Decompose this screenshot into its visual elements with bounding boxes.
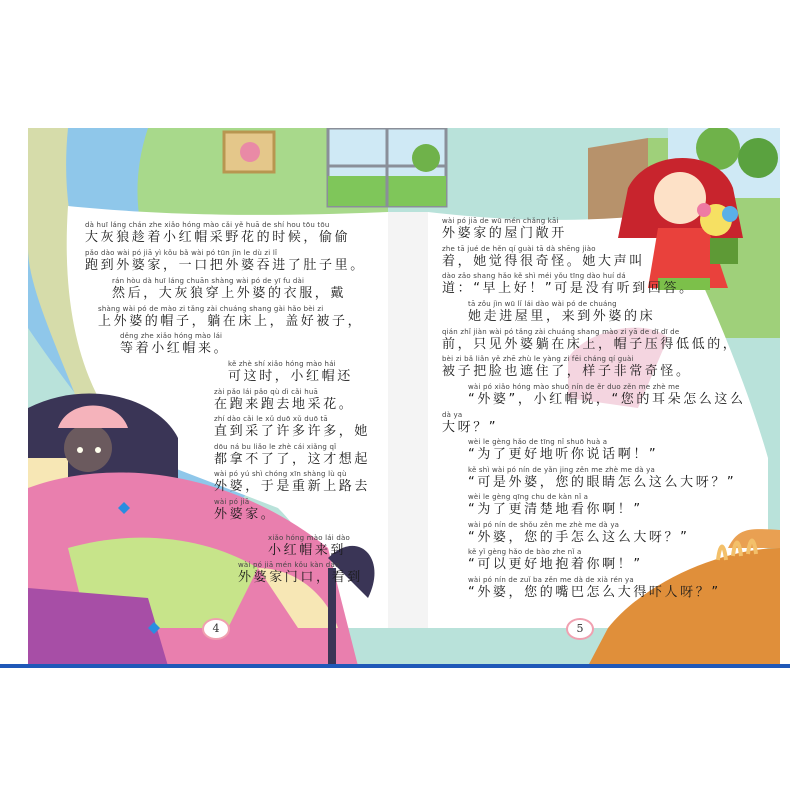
right-line-12: wài pó nín de shǒu zěn me zhè me dà ya “外婆，您的手怎么这么大呀？” bbox=[468, 521, 690, 545]
left-line-1: dà huī láng chán zhe xiǎo hóng mào cǎi yě huā de shí hou tōu tōu 大灰狼趁着小红帽采野花的时候，偷偷 bbox=[85, 221, 351, 245]
right-line-7: wài pó xiǎo hóng mào shuō nín de ěr duo zěn me zhè me “外婆”，小红帽说，“您的耳朵怎么这么 bbox=[468, 383, 746, 407]
right-line-11: wèi le gèng qīng chu de kàn nǐ a “为了更清楚地看你啊！” bbox=[468, 493, 643, 517]
left-line-13: wài pó jiā mén kǒu kàn dào 外婆家门口，看到 bbox=[238, 561, 363, 585]
bottom-rule bbox=[0, 664, 790, 668]
right-line-6: bèi zi bǎ liǎn yě zhē zhù le yàng zi fēi cháng qí guài 被子把脸也遮住了，样子非常奇怪。 bbox=[442, 355, 692, 379]
right-line-4: tā zǒu jìn wū lǐ lái dào wài pó de chuáng 她走进屋里，来到外婆的床 bbox=[468, 300, 656, 324]
left-line-8: zhí dào cǎi le xǔ duō xǔ duō tā 直到采了许多许多，她 bbox=[214, 415, 371, 439]
left-line-11: wài pó jiā 外婆家。 bbox=[214, 498, 277, 522]
left-line-10: wài pó yú shì chóng xīn shàng lù qù 外婆，于是重新上路去 bbox=[214, 470, 371, 494]
right-line-13: kě yǐ gèng hǎo de bào zhe nǐ a “可以更好地抱着你啊！” bbox=[468, 548, 643, 572]
right-line-1: wài pó jiā de wū mén chǎng kāi 外婆家的屋门敞开 bbox=[442, 217, 567, 241]
book-spread bbox=[28, 128, 780, 666]
right-line-2: zhe tā jué de hěn qí guài tā dà shēng jiào 着，她觉得很奇怪。她大声叫 bbox=[442, 245, 645, 269]
right-line-14: wài pó nín de zuǐ ba zěn me dà de xià rén ya “外婆，您的嘴巴怎么大得吓人呀？” bbox=[468, 576, 721, 600]
page-number-right: 5 bbox=[566, 618, 594, 640]
wolf-head bbox=[64, 424, 112, 472]
left-line-3: rán hòu dà huī láng chuān shàng wài pó de yī fu dài 然后，大灰狼穿上外婆的衣服，戴 bbox=[112, 277, 347, 301]
right-line-10: kě shì wài pó nín de yǎn jing zěn me zhè me dà ya “可是外婆，您的眼睛怎么这么大呀？” bbox=[468, 466, 737, 490]
right-line-5: qián zhǐ jiàn wài pó tǎng zài chuáng shang mào zi yā de dī dī de 前，只见外婆躺在床上，帽子压得低低的， bbox=[442, 328, 739, 352]
page-number-left: 4 bbox=[202, 618, 230, 640]
right-line-9: wèi le gèng hǎo de tīng nǐ shuō huà a “为了更好地听你说话啊！” bbox=[468, 438, 659, 462]
left-line-7: zài pǎo lái pǎo qù dì cǎi huā 在跑来跑去地采花。 bbox=[214, 388, 355, 412]
left-line-12: xiǎo hóng mào lái dào 小红帽来到 bbox=[268, 534, 350, 558]
right-line-8: dà ya 大呀？” bbox=[442, 411, 499, 435]
window-illustration bbox=[328, 128, 446, 206]
left-line-5: děng zhe xiǎo hóng mào lái 等着小红帽来。 bbox=[120, 332, 230, 356]
wall-picture bbox=[224, 132, 274, 172]
left-line-6: kě zhè shí xiǎo hóng mào hái 可这时，小红帽还 bbox=[228, 360, 353, 384]
left-line-9: dōu ná bu liǎo le zhè cái xiǎng qǐ 都拿不了了，这才想起 bbox=[214, 443, 371, 467]
left-line-4: shàng wài pó de mào zi tǎng zài chuáng shang gài hǎo bèi zi 上外婆的帽子，躺在床上，盖好被子， bbox=[98, 305, 364, 329]
left-line-2: pǎo dào wài pó jiā yì kǒu bǎ wài pó tūn jìn le dù zi lǐ 跑到外婆家，一口把外婆吞进了肚子里。 bbox=[85, 249, 366, 273]
right-line-3: dào zǎo shang hǎo kě shì méi yǒu tīng dào huí dá 道：“早上好！”可是没有听到回答。 bbox=[442, 272, 695, 296]
